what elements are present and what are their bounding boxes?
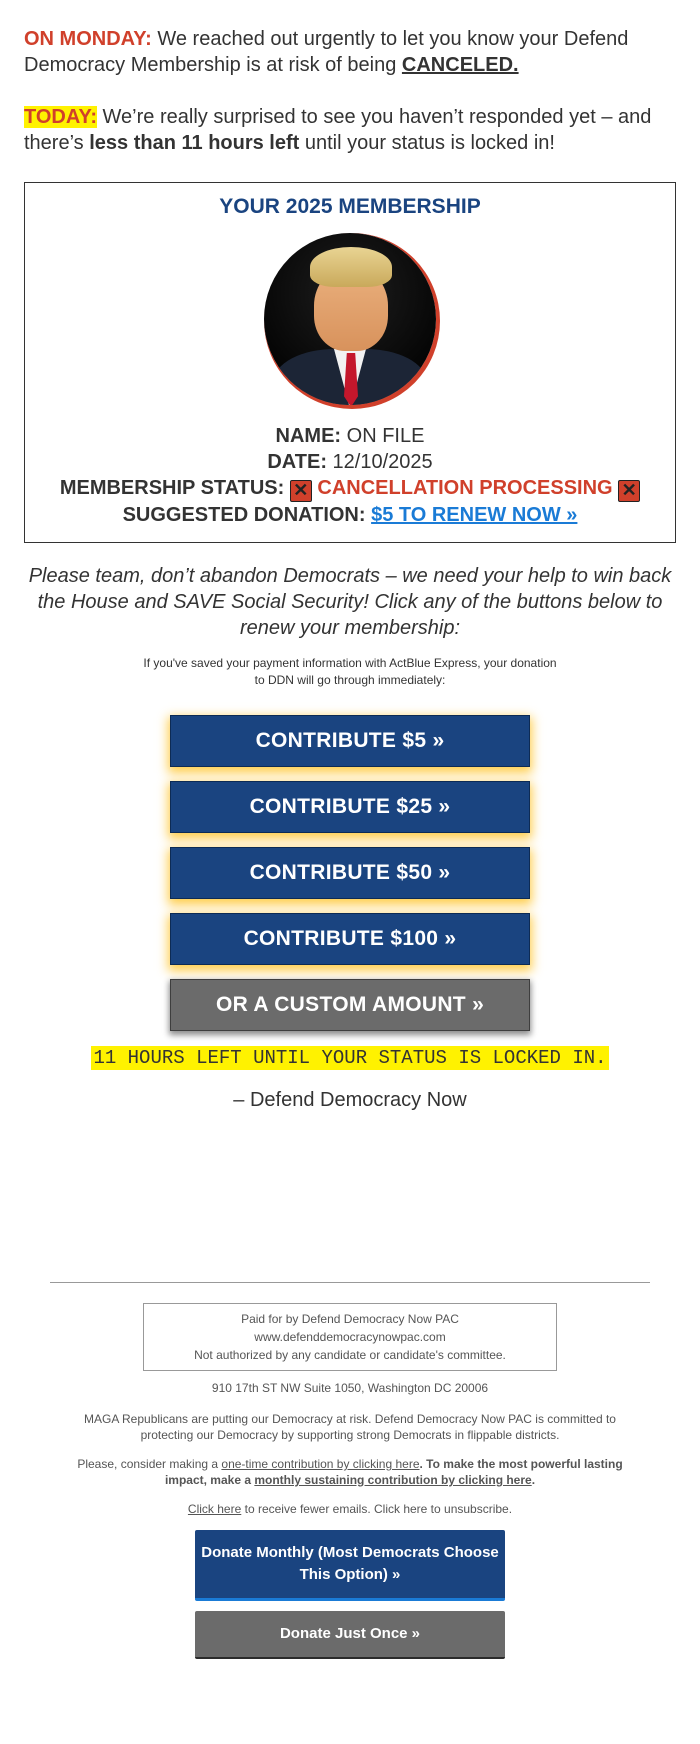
today-text-a: We’re really surprised to see you haven’t responded yet – and there’s — [24, 106, 652, 154]
custom-amount-button[interactable]: OR A CUSTOM AMOUNT » — [170, 979, 530, 1031]
status-line — [41, 475, 659, 502]
actblue-note — [24, 655, 676, 689]
email-body — [24, 0, 676, 1659]
consider-paragraph — [64, 1456, 636, 1488]
consider-text-a: Please, consider making a — [77, 1457, 222, 1471]
email-preferences — [64, 1501, 636, 1517]
fewer-emails-text: to receive fewer emails. Click here to unsubscribe. — [241, 1502, 513, 1516]
donate-monthly-button[interactable]: Donate Monthly (Most Democrats Choose This Option) » — [195, 1530, 505, 1601]
name-line — [41, 423, 659, 449]
mission-text: MAGA Republicans are putting our Democracy at risk. Defend Democracy Now PAC is committed to protecting our Democracy by supporting strong Democrats in flippable districts. — [84, 1412, 616, 1442]
name-label: NAME: — [275, 425, 342, 447]
donate-once-button[interactable]: Donate Just Once » — [195, 1611, 505, 1659]
x-mark-icon: ✕ — [290, 480, 312, 502]
website-line: www.defenddemocracynowpac.com — [254, 1330, 446, 1344]
monday-text: We reached out urgently to let you know your Defend Democracy Membership is at risk of being — [24, 28, 629, 76]
countdown-text: 11 HOURS LEFT UNTIL YOUR STATUS IS LOCKED IN. — [93, 1047, 607, 1069]
one-time-contribution-link[interactable]: one-time contribution by clicking here — [221, 1457, 420, 1471]
signature: – Defend Democracy Now — [233, 1089, 467, 1111]
date-label: DATE: — [267, 451, 327, 473]
intro-paragraph-monday — [24, 26, 676, 78]
contribute-5-button[interactable]: CONTRIBUTE $5 » — [170, 715, 530, 767]
x-mark-icon: ✕ — [618, 480, 640, 502]
monday-lead: ON MONDAY: — [24, 28, 152, 50]
consider-text-b: . To make the most powerful lasting impact, make a — [164, 1457, 623, 1487]
contribute-25-button[interactable]: CONTRIBUTE $25 » — [170, 781, 530, 833]
donation-label: SUGGESTED DONATION: — [122, 504, 366, 526]
consider-text-c: . — [531, 1473, 536, 1487]
actblue-note-line1: If you've saved your payment information with ActBlue Express, your donation — [143, 656, 557, 670]
name-value: ON FILE — [341, 425, 425, 447]
canceled-text: CANCELED. — [401, 54, 519, 76]
hours-left-bold: less than 11 hours left — [89, 132, 300, 154]
contribute-50-button[interactable]: CONTRIBUTE $50 » — [170, 847, 530, 899]
portrait-photo — [264, 233, 436, 405]
date-value: 12/10/2025 — [326, 451, 433, 473]
paid-for-box — [143, 1303, 557, 1371]
status-value: CANCELLATION PROCESSING — [317, 477, 613, 499]
renew-now-link[interactable]: $5 TO RENEW NOW » — [371, 504, 578, 526]
membership-card — [24, 182, 676, 543]
date-line — [41, 449, 659, 475]
plea-text: Please team, don’t abandon Democrats – we need your help to win back the House and SAVE Social Security! Click any of the buttons below to renew your membership: — [28, 565, 672, 639]
actblue-note-line2: to DDN will go through immediately: — [254, 673, 446, 687]
mailing-address: 910 17th ST NW Suite 1050, Washington DC 20006 — [211, 1381, 489, 1395]
donation-line — [41, 502, 659, 528]
membership-title: YOUR 2025 MEMBERSHIP — [219, 195, 481, 218]
today-text-b: until your status is locked in! — [299, 132, 555, 154]
contribute-100-button[interactable]: CONTRIBUTE $100 » — [170, 913, 530, 965]
today-lead: TODAY: — [24, 106, 97, 128]
paid-for-line: Paid for by Defend Democracy Now PAC — [241, 1312, 459, 1326]
footer-divider — [50, 1282, 650, 1283]
not-authorized-line: Not authorized by any candidate or candidate's committee. — [194, 1348, 506, 1362]
status-label: MEMBERSHIP STATUS: — [59, 477, 285, 499]
monthly-contribution-link[interactable]: monthly sustaining contribution by clicking here — [254, 1473, 532, 1487]
fewer-emails-link[interactable]: Click here — [187, 1502, 242, 1516]
countdown-banner — [24, 1047, 676, 1069]
intro-paragraph-today — [24, 104, 676, 156]
